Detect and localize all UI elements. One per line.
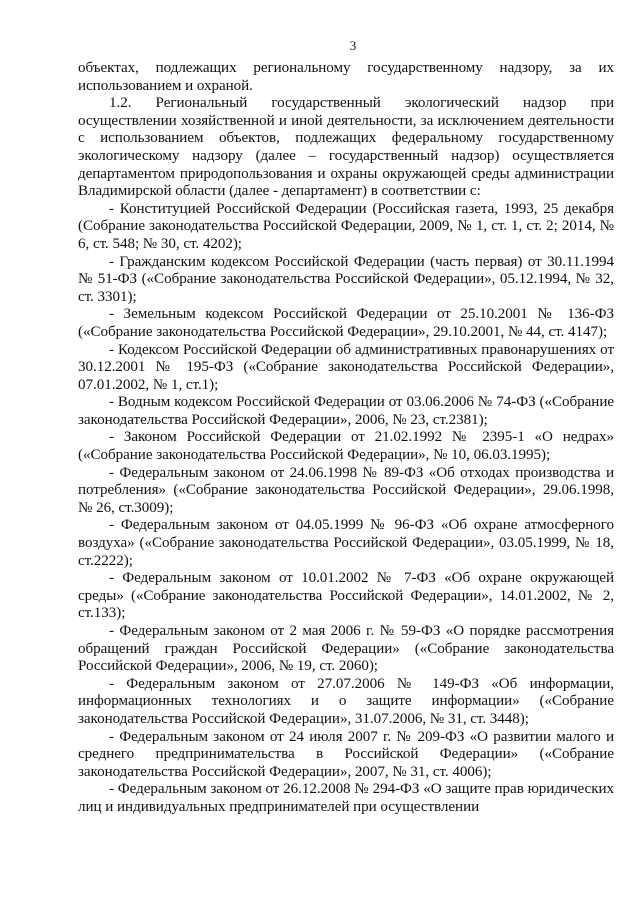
list-item-land-code: - Земельным кодексом Российской Федерации от 25.10.2001 № 136-ФЗ («Собрание законодательства Российской Федерации», 29.10.2001, № 44, ст. 4147); xyxy=(78,306,614,340)
page-number: 3 xyxy=(349,38,357,53)
list-item-environment-law: - Федеральным законом от 10.01.2002 № 7-ФЗ «Об охране окружающей среды» («Собрание законодательства Российской Федерации», 14.01.2002, № 2, ст.133); xyxy=(78,570,614,622)
list-item-citizen-appeals-law: - Федеральным законом от 2 мая 2006 г. № 59-ФЗ «О порядке рассмотрения обращений граждан Российской Федерации» («Собрание законодательства Российской Федерации», 2006, № 19, ст. 2060); xyxy=(78,623,614,675)
list-item-air-protection-law: - Федеральным законом от 04.05.1999 № 96-ФЗ «Об охране атмосферного воздуха» («Собрание законодательства Российской Федерации», 03.05.1999, № 18, ст.2222); xyxy=(78,517,614,569)
document-page xyxy=(78,38,614,817)
list-item-civil-code: - Гражданским кодексом Российской Федерации (часть первая) от 30.11.1994 № 51-ФЗ («Собрание законодательства Российской Федерации», 05.12.1994, № 32, ст. 3301); xyxy=(78,253,614,305)
list-item-administrative-code: - Кодексом Российской Федерации об административных правонарушениях от 30.12.2001 № 195-ФЗ («Собрание законодательства Российской Федерации», 07.01.2002, № 1, ст.1); xyxy=(78,341,614,393)
paragraph-section-1-2: 1.2. Региональный государственный экологический надзор при осуществлении хозяйственной и иной деятельности, за исключением деятельности с использованием объектов, подлежащих федеральному государственному экологическому надзору (далее – государственный надзор) осуществляется департаментом природопользования и охраны окружающей среды администрации Владимирской области (далее - департамент) в соответствии с: xyxy=(78,95,614,200)
list-item-small-business-law: - Федеральным законом от 24 июля 2007 г. № 209-ФЗ «О развитии малого и среднего предпринимательства в Российской Федерации» («Собрание законодательства Российской Федерации», 2007, № 31, ст. 4006); xyxy=(78,728,614,780)
list-item-legal-entities-protection-law: - Федеральным законом от 26.12.2008 № 294-ФЗ «О защите прав юридических лиц и индивидуальных предпринимателей при осуществлении xyxy=(78,781,614,815)
list-item-constitution: - Конституцией Российской Федерации (Российская газета, 1993, 25 декабря (Собрание законодательства Российской Федерации, 2009, № 1, ст. 1, ст. 2; 2014, № 6, ст. 548; № 30, ст. 4202); xyxy=(78,200,614,252)
list-item-subsoil-law: - Законом Российской Федерации от 21.02.1992 № 2395-1 «О недрах» («Собрание законодательства Российской Федерации», № 10, 06.03.1995); xyxy=(78,429,614,464)
paragraph-continuation: объектах, подлежащих региональному государственному надзору, за их использованием и охраной. xyxy=(78,60,614,94)
list-item-water-code: - Водным кодексом Российской Федерации от 03.06.2006 № 74-ФЗ («Собрание законодательства Российской Федерации», 2006, № 23, ст.2381); xyxy=(78,394,614,428)
list-item-waste-law: - Федеральным законом от 24.06.1998 № 89-ФЗ «Об отходах производства и потребления» («Собрание законодательства Российской Федерации», 29.06.1998, № 26, ст.3009); xyxy=(78,464,614,516)
list-item-information-law: - Федеральным законом от 27.07.2006 № 149-ФЗ «Об информации, информационных технологиях и о защите информации» («Собрание законодательства Российской Федерации», 31.07.2006, № 31, ст. 3448); xyxy=(78,675,614,727)
